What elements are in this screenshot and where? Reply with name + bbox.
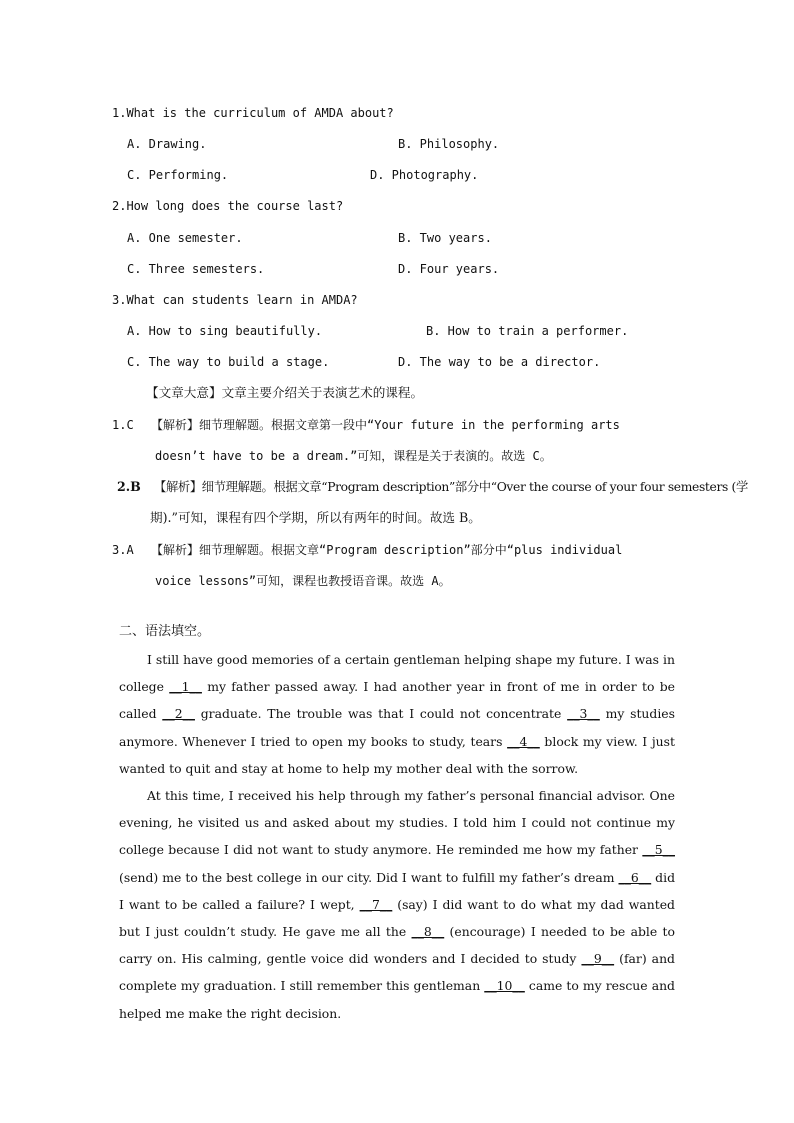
passage-text: did I want to be called a failure? I wept,: [119, 869, 675, 912]
question-3-option-a: A. How to sing beautifully.: [127, 324, 323, 338]
question-2-option-d: D. Four years.: [398, 262, 500, 276]
answer-1-line1: 【解析】细节理解题。根据文章第一段中“Your future in the performing arts: [151, 418, 620, 432]
blank-2: __2__: [162, 706, 195, 722]
question-1-option-d: D. Photography.: [370, 168, 479, 182]
answer-2-line2: 期).”可知，课程有四个学期，所以有两年的时间。故选 B。: [150, 510, 481, 525]
section-heading: 二、语法填空。: [119, 624, 211, 639]
passage-paragraph-2: [119, 782, 675, 1027]
blank-5: __5__: [642, 842, 675, 858]
answer-3-label: 3.A: [112, 543, 134, 557]
blank-8: __8__: [411, 924, 445, 940]
blank-4: __4__: [507, 733, 540, 749]
passage-paragraph-1: [119, 646, 675, 782]
passage-text: (say) I did want to do what my dad wanted but I just couldn’t study. He gave me all the: [119, 896, 675, 940]
answer-3-line1: 【解析】细节理解题。根据文章“Program description”部分中“plus individual: [151, 543, 623, 557]
question-2-stem: 2.How long does the course last?: [112, 199, 344, 213]
article-summary: 【文章大意】文章主要介绍关于表演艺术的课程。: [146, 385, 424, 400]
question-3-option-d: D. The way to be a director.: [398, 355, 601, 369]
passage-text: I still have good memories of a certain gentleman helping shape my future. I was in college: [119, 652, 675, 695]
blank-6: __6__: [618, 869, 652, 885]
blank-9: __9__: [581, 951, 615, 967]
passage-text: my father passed away. I had another year in front of me in order to be called: [119, 679, 675, 722]
answer-1-label: 1.C: [112, 418, 134, 432]
passage-text: (far) and complete my graduation. I still remember this gentleman: [119, 951, 675, 994]
question-2-option-c: C. Three semesters.: [127, 262, 265, 276]
question-3-stem: 3.What can students learn in AMDA?: [112, 293, 358, 307]
answer-2-label: 2.B: [117, 479, 141, 494]
passage-text: my studies anymore. Whenever I tried to open my books to study, tears: [119, 706, 675, 749]
blank-3: __3__: [567, 706, 600, 722]
answer-1-line2: doesn’t have to be a dream.”可知，课程是关于表演的。故选 C。: [155, 449, 552, 463]
question-3-option-c: C. The way to build a stage.: [127, 355, 330, 369]
passage-text: block my view. I just wanted to quit and stay at home to help my mother deal with the sorrow.: [119, 733, 675, 776]
question-1-option-b: B. Philosophy.: [398, 137, 500, 151]
answer-2-line1: 【解析】细节理解题。根据文章“Program description”部分中“Over the course of your four semesters (学: [154, 480, 748, 494]
passage-text: At this time, I received his help through my father’s personal financial advisor. One evening, he visited us and asked about my studies. I told him I could not continue my college because I did not want to study anymore. He reminded me how my father: [119, 788, 675, 858]
question-1-option-c: C. Performing.: [127, 168, 229, 182]
blank-1: __1__: [169, 679, 202, 695]
passage-text: graduate. The trouble was that I could not concentrate: [194, 706, 568, 722]
passage-text: (send) me to the best college in our city. Did I want to fulfill my father’s dream: [119, 869, 619, 885]
question-2-option-b: B. Two years.: [398, 231, 492, 245]
passage-text: came to my rescue and helped me make the right decision.: [119, 978, 675, 1021]
blank-7: __7__: [359, 896, 393, 912]
question-2-option-a: A. One semester.: [127, 231, 243, 245]
passage-text: (encourage) I needed to be able to carry on. His calming, gentle voice did wonders and I decided to study: [119, 924, 676, 967]
question-3-option-b: B. How to train a performer.: [426, 324, 629, 338]
question-1-stem: 1.What is the curriculum of AMDA about?: [112, 106, 394, 120]
blank-10: __10__: [484, 978, 525, 994]
question-1-option-a: A. Drawing.: [127, 137, 207, 151]
answer-3-line2: voice lessons”可知，课程也教授语音课。故选 A。: [155, 574, 451, 588]
